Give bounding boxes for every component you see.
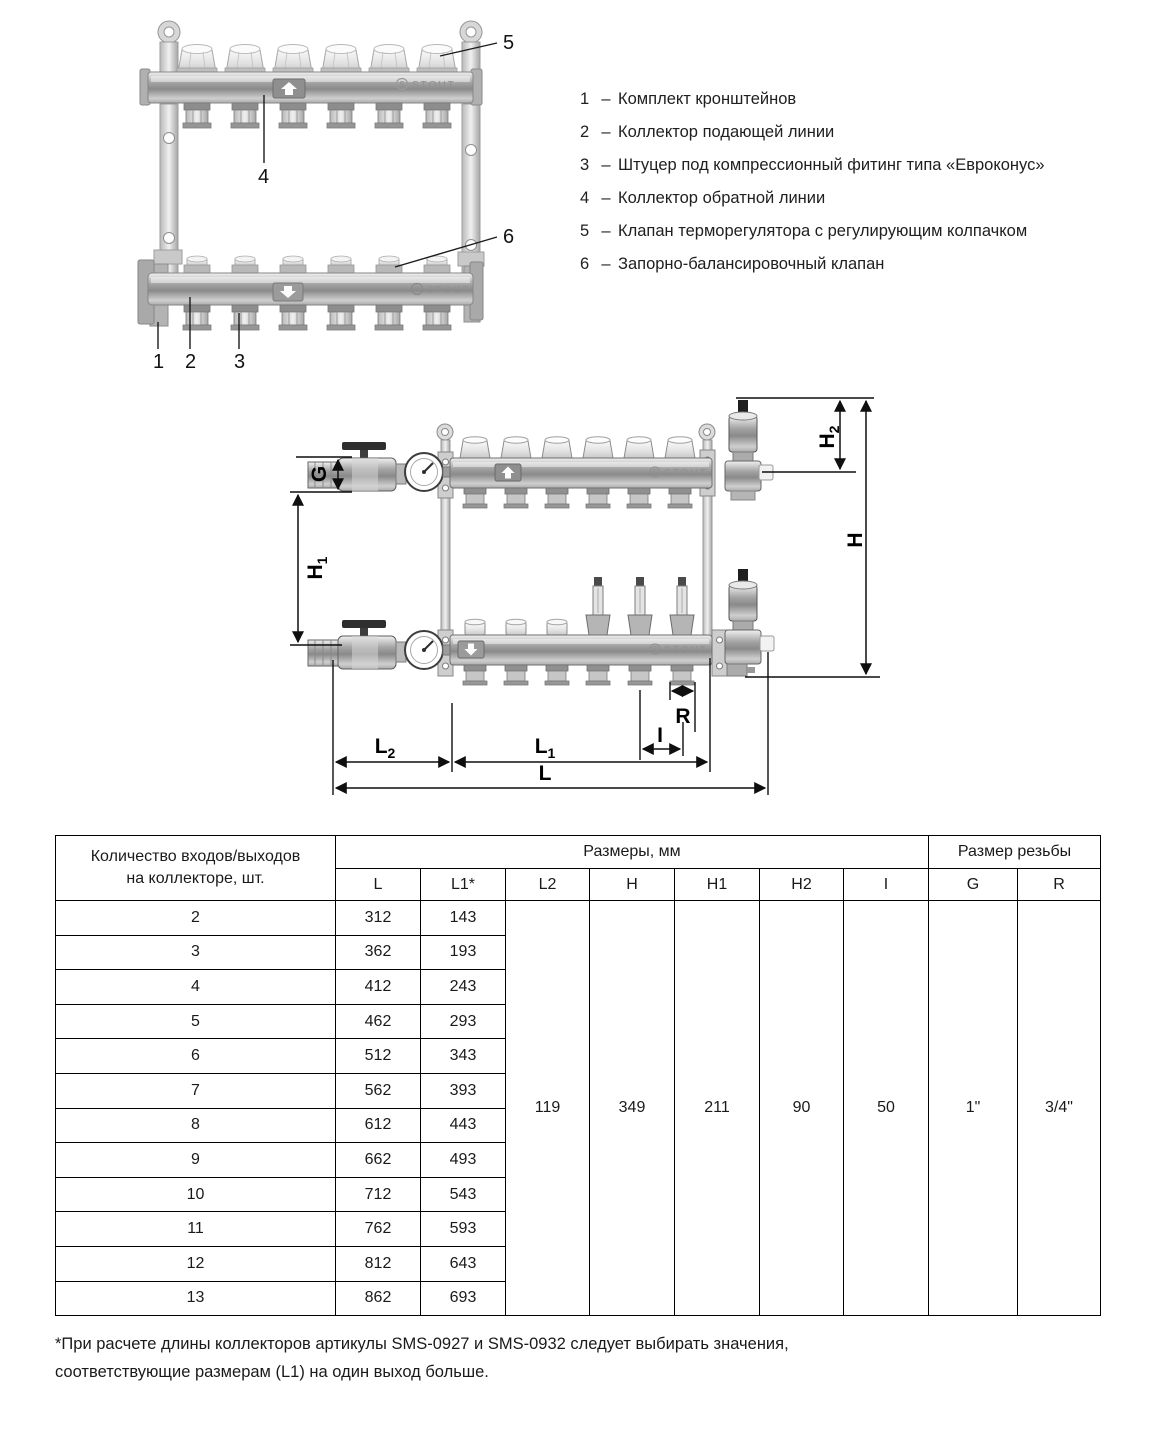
table-cell: 362 (336, 935, 421, 970)
table-cell: 343 (421, 1039, 506, 1074)
callout-5: 5 (503, 32, 515, 54)
table-cell: 12 (56, 1246, 336, 1281)
dimension-drawing (280, 388, 900, 828)
callout-4: 4 (258, 166, 270, 188)
air-vent-top (729, 400, 757, 461)
col-header-h: H (590, 869, 675, 901)
column-header-outputs: Количество входов/выходов на коллекторе, шт. (56, 836, 336, 901)
table-cell: 443 (421, 1108, 506, 1143)
dim-label-l: L (538, 762, 552, 785)
flow-meter (670, 577, 694, 635)
legend-item-1: 1 – Комплект кронштейнов (580, 90, 797, 108)
svg-text:STOUT: STOUT (412, 80, 456, 91)
table-cell: 762 (336, 1212, 421, 1247)
dimensions-table (55, 835, 1101, 1316)
table-cell: 13 (56, 1281, 336, 1316)
col-header-h1: H1 (675, 869, 760, 901)
table-cell-merged: 90 (760, 901, 844, 1316)
dim-label-g: G (308, 465, 331, 483)
table-cell: 543 (421, 1177, 506, 1212)
dim-label-i: I (657, 724, 663, 747)
table-cell: 562 (336, 1073, 421, 1108)
footnote: *При расчете длины коллекторов артикулы SMS-0927 и SMS-0932 следует выбирать значения, соответствующие размерам (L1) на один выход больше. (55, 1335, 789, 1381)
table-body (56, 901, 1101, 1316)
table-cell: 243 (421, 970, 506, 1005)
table-cell: 2 (56, 901, 336, 936)
table-cell: 612 (336, 1108, 421, 1143)
table-cell: 293 (421, 1004, 506, 1039)
table-cell: 712 (336, 1177, 421, 1212)
table-cell-merged: 50 (844, 901, 929, 1316)
dim-label-h2: $H_2$ (816, 425, 842, 449)
svg-text:STOUT: STOUT (664, 468, 708, 479)
table-cell: 412 (336, 970, 421, 1005)
dim-label-r: R (675, 705, 691, 728)
table-cell: 3 (56, 935, 336, 970)
table-cell: 11 (56, 1212, 336, 1247)
legend-item-5: 5 – Клапан терморегулятора с регулирующим колпачком (580, 222, 1028, 240)
table-cell: 312 (336, 901, 421, 936)
svg-text:S: S (652, 468, 658, 477)
parts-legend (580, 90, 1125, 288)
table-cell: 5 (56, 1004, 336, 1039)
table-cell: 143 (421, 901, 506, 936)
group-header-sizes: Размеры, мм (336, 836, 929, 869)
svg-text:S: S (414, 285, 420, 294)
drain-valve (727, 664, 747, 676)
svg-text:STOUT: STOUT (664, 645, 708, 656)
table-cell: 4 (56, 970, 336, 1005)
supply-manifold-bar (140, 45, 482, 129)
group-header-thread: Размер резьбы (929, 836, 1101, 869)
callout-1: 1 (153, 351, 165, 373)
table-cell-merged: 3/4" (1018, 901, 1101, 1316)
table-cell: 862 (336, 1281, 421, 1316)
dim-label-l2: $L_2$ (374, 735, 396, 761)
flow-meter (628, 577, 652, 635)
callout-2: 2 (185, 351, 197, 373)
legend-item-2: 2 – Коллектор подающей линии (580, 123, 835, 141)
col-header-g: G (929, 869, 1018, 901)
table-cell: 462 (336, 1004, 421, 1039)
flow-direction-up-icon (273, 79, 305, 98)
svg-text:S: S (652, 645, 658, 654)
table-cell: 593 (421, 1212, 506, 1247)
col-header-l2: L2 (506, 869, 590, 901)
svg-text:STOUT: STOUT (427, 285, 471, 296)
col-header-r: R (1018, 869, 1101, 901)
dim-label-h: H (844, 532, 867, 548)
table-cell-merged: 349 (590, 901, 675, 1316)
table-cell: 10 (56, 1177, 336, 1212)
table-cell-merged: 1" (929, 901, 1018, 1316)
table-cell: 8 (56, 1108, 336, 1143)
table-cell: 393 (421, 1073, 506, 1108)
table-cell: 493 (421, 1143, 506, 1178)
table-cell: 812 (336, 1246, 421, 1281)
flow-meter (586, 577, 610, 635)
table-cell: 643 (421, 1246, 506, 1281)
table-cell: 193 (421, 935, 506, 970)
dim-label-h1: $H_1$ (304, 556, 330, 580)
table-cell: 693 (421, 1281, 506, 1316)
table-cell: 6 (56, 1039, 336, 1074)
col-header-l: L (336, 869, 421, 901)
table-row (56, 901, 1101, 936)
table-cell-merged: 211 (675, 901, 760, 1316)
table-cell: 512 (336, 1039, 421, 1074)
svg-text:S: S (399, 80, 405, 89)
table-cell: 7 (56, 1073, 336, 1108)
col-header-l1: L1* (421, 869, 506, 901)
air-vent-bottom (729, 569, 757, 630)
col-header-h2: H2 (760, 869, 844, 901)
flow-direction-down-icon (273, 283, 303, 301)
callout-3: 3 (234, 351, 246, 373)
callout-6: 6 (503, 226, 515, 248)
table-cell-merged: 119 (506, 901, 590, 1316)
table-cell: 662 (336, 1143, 421, 1178)
legend-item-6: 6 – Запорно-балансировочный клапан (580, 255, 885, 273)
dim-label-l1: $L_1$ (534, 735, 556, 761)
table-cell: 9 (56, 1143, 336, 1178)
legend-item-4: 4 – Коллектор обратной линии (580, 189, 826, 207)
product-photo (0, 0, 560, 380)
legend-item-3: 3 – Штуцер под компрессионный фитинг типа «Евроконус» (580, 156, 1045, 174)
col-header-i: I (844, 869, 929, 901)
